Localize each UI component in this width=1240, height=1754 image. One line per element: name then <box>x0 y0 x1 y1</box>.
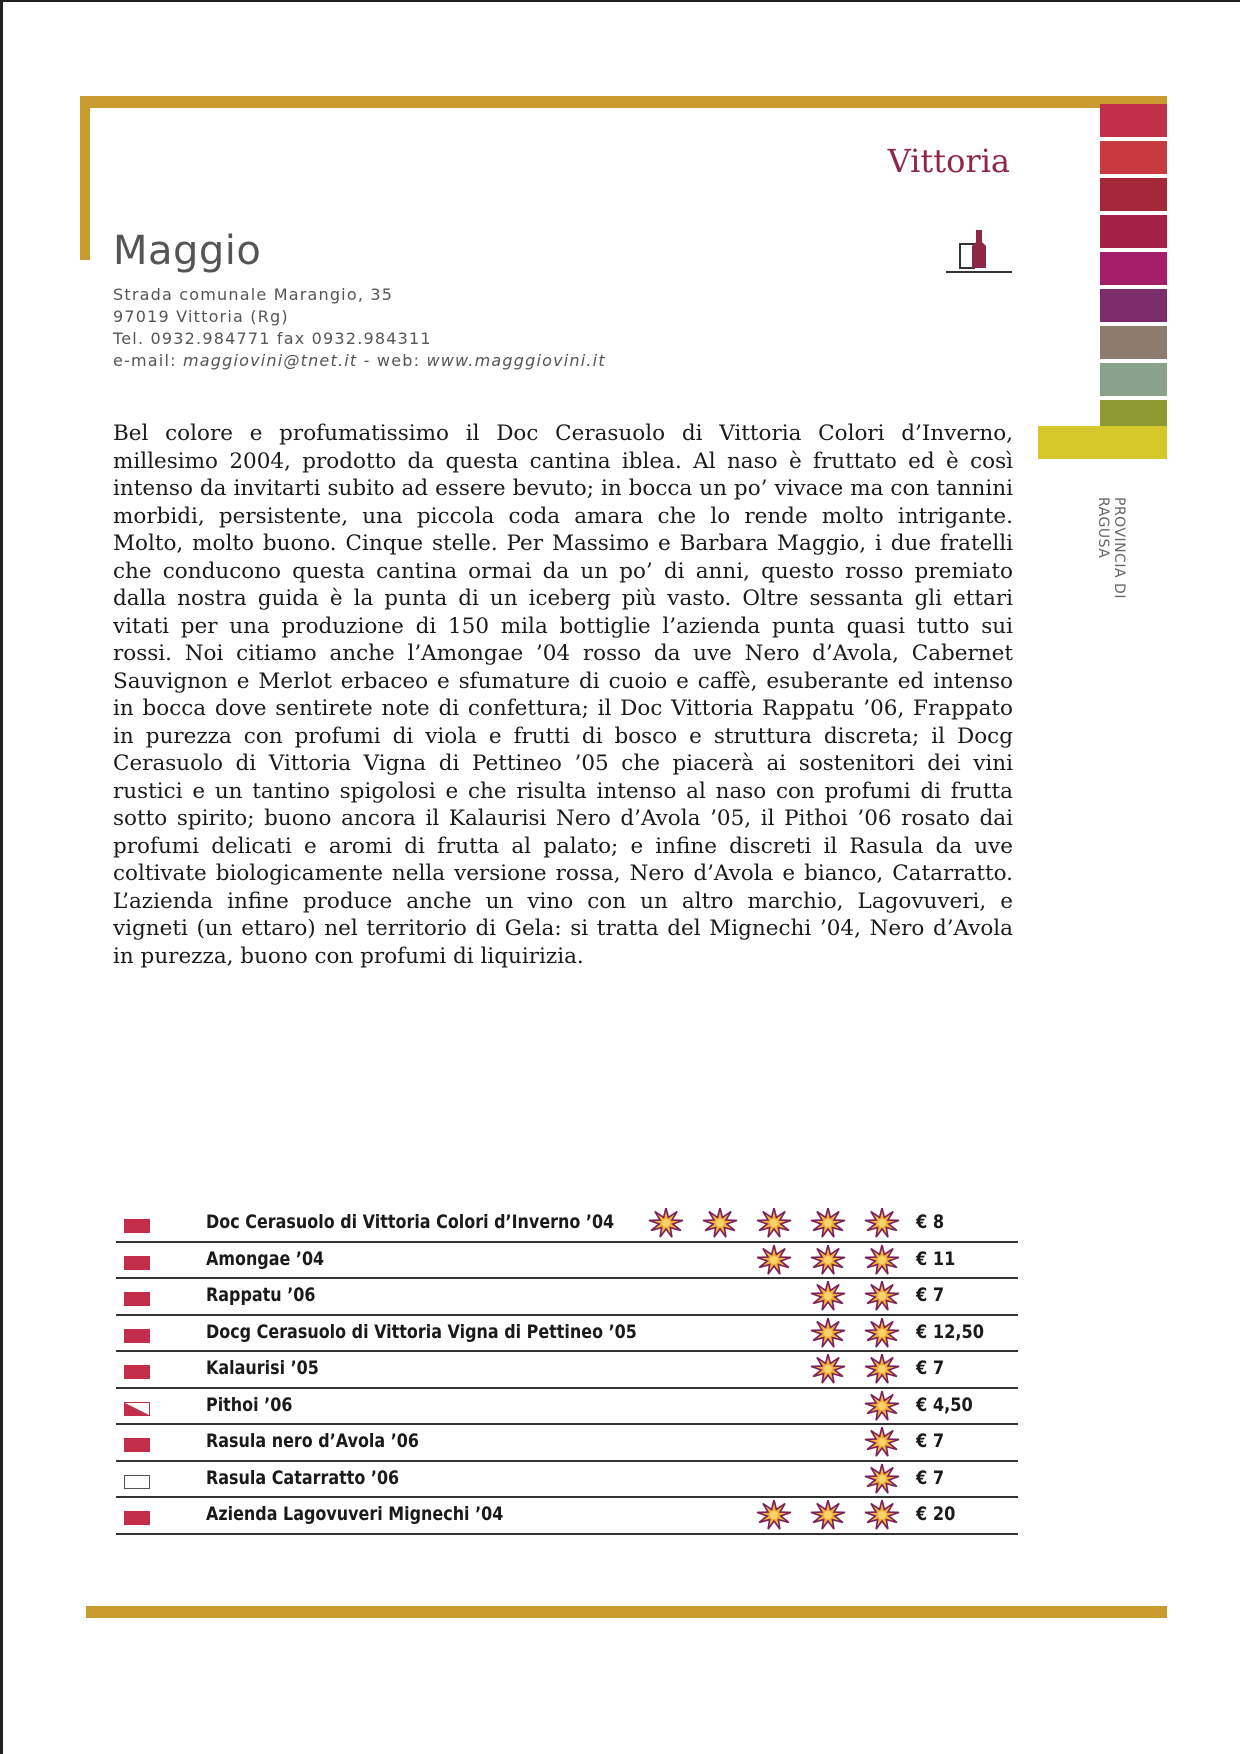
star-burst-icon <box>864 1354 900 1384</box>
wine-price: € 7 <box>916 1357 945 1379</box>
star-burst-icon <box>864 1281 900 1311</box>
wine-type-marker <box>124 1402 150 1416</box>
wine-row <box>116 1352 1018 1389</box>
email-label: e-mail: <box>113 351 183 370</box>
color-swatch <box>1100 104 1167 137</box>
wine-price: € 7 <box>916 1284 945 1306</box>
wine-price: € 20 <box>916 1503 956 1525</box>
email-link[interactable]: maggiovini@tnet.it <box>182 351 358 370</box>
wine-name: Azienda Lagovuveri Mignechi ’04 <box>206 1503 504 1525</box>
wine-name: Pithoi ’06 <box>206 1393 293 1416</box>
side-label-province: PROVINCIA DI RAGUSA <box>1095 497 1127 599</box>
address-line-2: 97019 Vittoria (Rg) <box>113 307 289 326</box>
wine-rating-stars <box>864 1391 900 1421</box>
color-swatches <box>1100 104 1167 437</box>
yellow-accent-bar <box>1038 426 1167 459</box>
star-burst-icon <box>864 1427 900 1457</box>
star-burst-icon <box>810 1208 846 1238</box>
page-border-top <box>0 0 1240 2</box>
star-burst-icon <box>756 1245 792 1275</box>
star-burst-icon <box>648 1208 684 1238</box>
star-burst-icon <box>756 1500 792 1530</box>
wine-type-marker <box>124 1365 150 1379</box>
address-line-1: Strada comunale Marangio, 35 <box>113 285 394 304</box>
wine-row <box>116 1316 1018 1353</box>
wine-name: Kalaurisi ’05 <box>206 1357 319 1379</box>
description-text: Bel colore e profumatissimo il Doc Cerasuolo di Vittoria Colori d’Inverno, millesimo 2004, prodotto da questa cantina iblea. Al naso è fruttato ed è così intenso da invitarti subito ad essere bevuto; in bocca un po’ vivace ma con tannini morbidi, persistente, una piccola coda amara che lo rende molto intrigante. Molto, molto buono. Cinque stelle. Per Massimo e Barbara Maggio, i due fratelli che conducono questa cantina ormai da un po’ di anni, questo rosso premiato dalla nostra guida è la punta di un iceberg più vasto. Oltre sessanta gli ettari vitati per una produzione di 150 mila bottiglie l’azienda punta quasi tutto sui rossi. Noi citiamo anche l’Amongae ’04 rosso da uve Nero d’Avola, Cabernet Sauvignon e Merlot erbaceo e sfumature di cuoio e caffè, esuberante ed intenso in bocca dove sentirete note di confettura; il Doc Vittoria Rappatu ’06, Frappato in purezza con profumi di viola e frutti di bosco e struttura discreta; il Docg Cerasuolo di Vittoria Vigna di Pettineo ’05 che piacerà ai sostenitori dei vini rustici e un tantino spigolosi e che risulta intenso al naso con profumi di frutta sotto spirito; buono ancora il Kalaurisi Nero d’Avola ’05, il Pithoi ’06 rosato dai profumi delicati e aromi di frutta al palato; e infine discreti il Rasula da uve coltivate biologicamente nella versione rossa, Nero d’Avola e bianco, Catarratto. L’azienda infine produce anche un vino con un altro marchio, Lagovuveri, e vigneti (un ettaro) nel territorio di Gela: si tratta del Mignechi ’04, Nero d’Avola in purezza, buono con profumi di liquirizia. <box>113 421 1013 969</box>
wine-row <box>116 1462 1018 1499</box>
star-burst-icon <box>810 1500 846 1530</box>
star-burst-icon <box>864 1318 900 1348</box>
wine-price: € 8 <box>916 1211 945 1233</box>
star-burst-icon <box>864 1208 900 1238</box>
wine-rating-stars <box>756 1245 900 1275</box>
color-swatch <box>1100 252 1167 285</box>
city-title: Vittoria <box>887 142 1010 180</box>
wine-row <box>116 1498 1018 1535</box>
wine-bottle-icon <box>946 230 1012 274</box>
star-burst-icon <box>864 1391 900 1421</box>
color-swatch <box>1100 363 1167 396</box>
wine-type-marker <box>124 1475 150 1489</box>
color-swatch <box>1100 326 1167 359</box>
page-border-left <box>0 0 3 1754</box>
wine-rating-stars <box>810 1318 900 1348</box>
wine-name: Doc Cerasuolo di Vittoria Colori d’Inverno ’04 <box>206 1211 615 1233</box>
wine-price: € 4,50 <box>916 1393 973 1416</box>
star-burst-icon <box>864 1464 900 1494</box>
wine-rating-stars <box>648 1208 900 1238</box>
wine-rating-stars <box>756 1500 900 1530</box>
wine-rating-stars <box>810 1281 900 1311</box>
wine-price: € 12,50 <box>916 1320 984 1343</box>
phone-line: Tel. 0932.984771 fax 0932.984311 <box>113 329 432 348</box>
wine-row <box>116 1279 1018 1316</box>
bottom-gold-bar <box>86 1606 1167 1618</box>
wine-name: Rappatu ’06 <box>206 1284 316 1306</box>
wine-list <box>116 1206 1018 1535</box>
wine-type-marker <box>124 1438 150 1452</box>
wine-type-marker <box>124 1256 150 1270</box>
star-burst-icon <box>864 1245 900 1275</box>
wine-row <box>116 1389 1018 1426</box>
wine-row <box>116 1243 1018 1280</box>
wine-name: Amongae ’04 <box>206 1247 325 1270</box>
producer-address <box>113 284 606 372</box>
star-burst-icon <box>864 1500 900 1530</box>
wine-type-marker <box>124 1329 150 1343</box>
wine-type-marker <box>124 1511 150 1525</box>
color-swatch <box>1100 178 1167 211</box>
wine-name: Rasula Catarratto ’06 <box>206 1466 400 1489</box>
wine-price: € 11 <box>916 1247 956 1270</box>
star-burst-icon <box>810 1318 846 1348</box>
wine-price: € 7 <box>916 1466 945 1489</box>
wine-price: € 7 <box>916 1430 945 1452</box>
web-label: - web: <box>357 351 427 370</box>
color-swatch <box>1100 141 1167 174</box>
wine-name: Rasula nero d’Avola ’06 <box>206 1430 420 1452</box>
wine-rating-stars <box>864 1464 900 1494</box>
wine-type-marker <box>124 1219 150 1233</box>
wine-rating-stars <box>864 1427 900 1457</box>
top-gold-bar <box>80 96 1167 108</box>
color-swatch <box>1100 215 1167 248</box>
wine-type-marker <box>124 1292 150 1306</box>
wine-rating-stars <box>810 1354 900 1384</box>
star-burst-icon <box>702 1208 738 1238</box>
producer-name: Maggio <box>113 228 262 274</box>
wine-row <box>116 1425 1018 1462</box>
web-link[interactable]: www.magggiovini.it <box>426 351 606 370</box>
wine-row <box>116 1206 1018 1243</box>
wine-name: Docg Cerasuolo di Vittoria Vigna di Pettineo ’05 <box>206 1320 637 1343</box>
star-burst-icon <box>810 1354 846 1384</box>
star-burst-icon <box>810 1281 846 1311</box>
star-burst-icon <box>756 1208 792 1238</box>
color-swatch <box>1100 289 1167 322</box>
left-gold-bar <box>80 96 90 260</box>
star-burst-icon <box>810 1245 846 1275</box>
contact-line <box>113 350 606 372</box>
